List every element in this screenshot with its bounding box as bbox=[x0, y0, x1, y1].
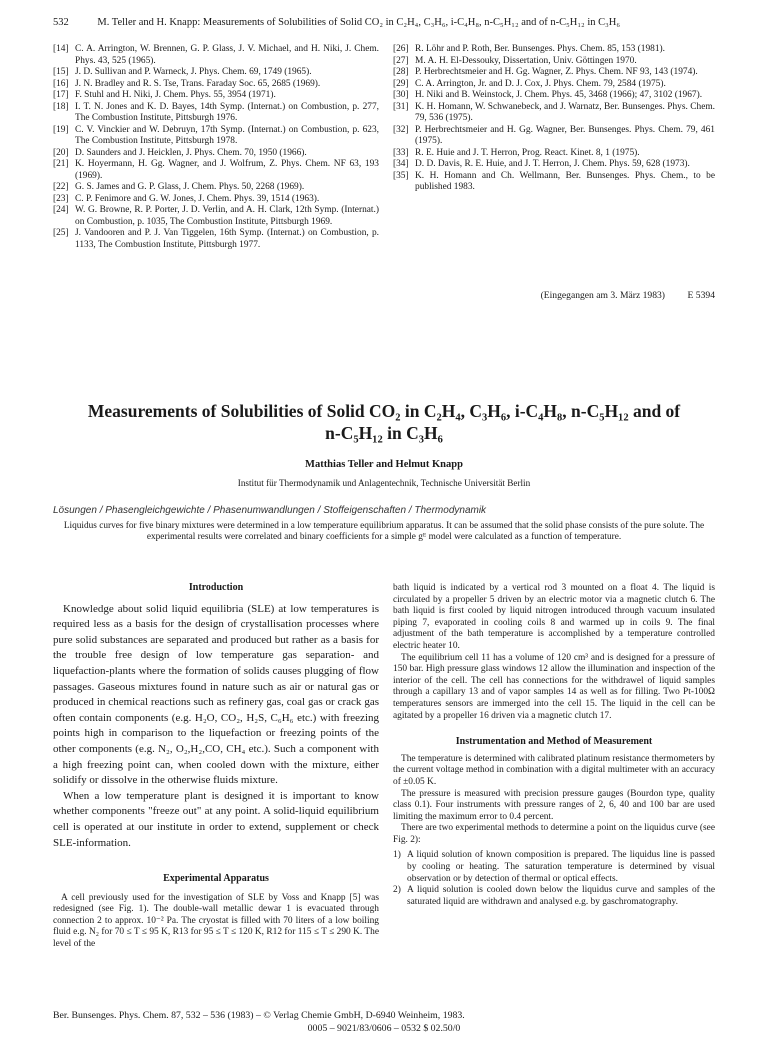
article-title-line-2: n-C₅H₁₂ in C₃H₆ bbox=[325, 423, 443, 443]
method-list-text: A liquid solution is cooled down below the liquidus curve and samples of the saturated liquid are withdrawn and analysed e.g. by gaschromatography. bbox=[407, 885, 715, 907]
reference-item bbox=[53, 182, 379, 194]
introduction-body bbox=[53, 602, 379, 852]
reference-number: [33] bbox=[393, 147, 409, 158]
references-left-column bbox=[53, 44, 379, 251]
body-left-column bbox=[53, 582, 379, 951]
method-list-marker: 2) bbox=[393, 885, 401, 896]
references-right-column bbox=[393, 44, 715, 194]
reference-item bbox=[393, 56, 715, 68]
reference-item bbox=[393, 67, 715, 79]
experimental-paragraph-3: The equilibrium cell 11 has a volume of 120 cm³ and is designed for a pressure of 150 bar. High pressure glass windows 12 allow the illumination and inspection of the interior of the cell. The cell has connections for the withdrawel of liquid samples through a capillary 13 and of vapor samples 14 as well as for filling. Two Pt-100Ω temperatures sensors are immerged into the cell 15. The liquid in the cell can be agitated by a propeller 16 driven via a magnetic clutch 17. bbox=[393, 652, 715, 721]
reference-number: [29] bbox=[393, 78, 409, 89]
experimental-heading: Experimental Apparatus bbox=[163, 873, 269, 885]
reference-item bbox=[393, 171, 715, 194]
reference-item bbox=[393, 102, 715, 125]
reference-text: P. Herbrechtsmeier and H. Gg. Wagner, Ber. Bunsenges. Phys. Chem. 79, 461 (1975). bbox=[415, 124, 715, 146]
reference-item bbox=[53, 159, 379, 182]
reference-item bbox=[393, 159, 715, 171]
reference-text: G. S. James and G. P. Glass, J. Chem. Phys. 50, 2268 (1969). bbox=[75, 182, 305, 192]
reference-number: [35] bbox=[393, 170, 409, 181]
reference-text: J. N. Bradley and R. S. Tse, Trans. Faraday Soc. 65, 2685 (1969). bbox=[75, 78, 321, 89]
experimental-paragraph-2: bath liquid is indicated by a vertical rod 3 mounted on a float 4. The liquid is circulated by a propeller 5 driven by an electric motor via a magnetic clutch 6. The bath liquid is first cooled by liquid nitrogen introduced through vacuum insulated piping 7, evaporated in cooling coils 8 and warmed up in coils 9. The final adjustment of the bath temperature is accomplished by a temperature controlled electric heater 10. bbox=[393, 583, 715, 651]
reference-text: I. T. N. Jones and K. D. Bayes, 14th Symp. (Internat.) on Combustion, p. 277, The Combustion Institute, Pittsburgh 1976. bbox=[75, 101, 379, 123]
reference-text: K. H. Homann and Ch. Wellmann, Ber. Bunsenges. Phys. Chem., to be published 1983. bbox=[415, 170, 715, 192]
reference-item bbox=[53, 44, 379, 67]
method-list-marker: 1) bbox=[393, 850, 401, 861]
instrumentation-paragraph-2: The pressure is measured with precision pressure gauges (Bourdon type, quality class 0.1). Four instruments with pressure ranges of 2, 6, 40 and 100 bar are used limiting the maximum error to 0.4 percent. bbox=[393, 788, 715, 822]
article-title bbox=[40, 400, 728, 444]
introduction-heading: Introduction bbox=[188, 582, 244, 593]
manuscript-code: E 5394 bbox=[687, 290, 715, 301]
reference-number: [22] bbox=[53, 182, 69, 192]
page-number: 532 bbox=[53, 17, 69, 28]
introduction-paragraph-1: Knowledge about solid liquid equilibria (SLE) at low temperatures is required less as a basis for the design of crystallisation processes where pure solid substances are separated and produced but rather as a basis for the trouble free design of low temperature gas separation- and liquefaction-plants where the formation of solids causes plugging of flow passages. Gaseous mixtures found in nature such as air or natural gas or produced in chemical reactions such as refinery gas, coal gas or crack gas often contain components (e.g. H₂O, CO₂, H₂S, C₆H₆ etc.) with freezing points high in comparison to the liquefaction or freezing points of the other components (e.g. N₂, O₂,H₂,CO, CH₄ etc.). Such a component with a high freezing point can, when cooled down with the mixture, either solidify or dissolve in the otherwise fluids mixture. bbox=[53, 602, 379, 787]
reference-number: [30] bbox=[393, 90, 409, 100]
reference-text: C. A. Arrington, W. Brennen, G. P. Glass, J. V. Michael, and H. Niki, J. Chem. Phys. 43, 525 (1965). bbox=[75, 44, 379, 66]
reference-text: P. Herbrechtsmeier and H. Gg. Wagner, Z. Phys. Chem. NF 93, 143 (1974). bbox=[415, 67, 698, 77]
instrumentation-heading: Instrumentation and Method of Measurement bbox=[455, 736, 653, 748]
reference-text: J. D. Sullivan and P. Warneck, J. Phys. Chem. 69, 1749 (1965). bbox=[75, 67, 312, 77]
reference-number: [17] bbox=[53, 90, 69, 100]
reference-number: [16] bbox=[53, 78, 69, 89]
reference-item bbox=[53, 205, 379, 228]
reference-number: [25] bbox=[53, 228, 69, 238]
reference-item bbox=[393, 90, 715, 102]
reference-item bbox=[53, 194, 379, 206]
institute: Institut für Thermodynamik und Anlagentechnik, Technische Universität Berlin bbox=[237, 478, 531, 488]
reference-number: [23] bbox=[53, 193, 69, 204]
reference-text: D. Saunders and J. Heicklen, J. Phys. Chem. 70, 1950 (1966). bbox=[75, 147, 307, 158]
reference-number: [34] bbox=[393, 159, 409, 169]
reference-item bbox=[53, 90, 379, 102]
reference-item bbox=[393, 79, 715, 91]
reference-text: F. Stuhl and H. Niki, J. Chem. Phys. 55, 3954 (1971). bbox=[75, 90, 276, 100]
instrumentation-paragraph-1: The temperature is determined with calibrated platinum resistance thermometers by the current voltage method in combination with a digital multimeter with an accuracy of ±0.05 K. bbox=[393, 753, 715, 787]
experimental-paragraph-1: A cell previously used for the investigation of SLE by Voss and Knapp [5] was redesigned (see Fig. 1). The double-wall metallic dewar 1 is evacuated through connection 2 to approx. 10⁻² Pa. The cryostat is filled with 70 liters of a low boiling fluid e.g. N₂ for 70 ≤ T ≤ 95 K, R13 for 95 ≤ T ≤ 120 K, R12 for 115 ≤ T ≤ 290 K. The level of the bbox=[53, 892, 379, 950]
reference-text: C. A. Arrington, Jr. and D. J. Cox, J. Phys. Chem. 79, 2584 (1975). bbox=[415, 78, 666, 89]
footer-citation: Ber. Bunsenges. Phys. Chem. 87, 532 – 536 (1983) – © Verlag Chemie GmbH, D-6940 Weinheim, 1983. bbox=[53, 1010, 465, 1021]
reference-item bbox=[393, 125, 715, 148]
reference-text: C. P. Fenimore and G. W. Jones, J. Chem. Phys. 39, 1514 (1963). bbox=[75, 193, 320, 204]
reference-text: K. Hoyermann, H. Gg. Wagner, and J. Wolfrum, Z. Phys. Chem. NF 63, 193 (1969). bbox=[75, 159, 379, 181]
reference-text: D. D. Davis, R. E. Huie, and J. T. Herron, J. Chem. Phys. 59, 628 (1973). bbox=[415, 159, 690, 169]
reference-item bbox=[53, 67, 379, 79]
reference-number: [20] bbox=[53, 147, 69, 158]
reference-number: [14] bbox=[53, 44, 69, 54]
running-title: M. Teller and H. Knapp: Measurements of Solubilities of Solid CO₂ in C₂H₄, C₃H₆, i-C₄H₈, n-C₅H₁₂ and of n-C₅H₁₂ in C₃H₆ bbox=[97, 17, 621, 28]
reference-number: [18] bbox=[53, 101, 69, 112]
reference-text: M. A. H. El-Dessouky, Dissertation, Univ. Göttingen 1970. bbox=[415, 55, 637, 66]
reference-item bbox=[53, 148, 379, 160]
instrumentation-paragraph-3: There are two experimental methods to determine a point on the liquidus curve (see Fig. 2): bbox=[393, 823, 715, 845]
reference-text: K. H. Homann, W. Schwanebeck, and J. Warnatz, Ber. Bunsenges. Phys. Chem. 79, 536 (1975). bbox=[415, 101, 715, 123]
reference-item bbox=[53, 228, 379, 251]
abstract: Liquidus curves for five binary mixtures were determined in a low temperature equilibrium apparatus. It can be assumed that the solid phase consists of the pure solute. The experimental results were correlated and binary coefficients for a simple gᴱ model were calculated as a function of temperature. bbox=[63, 521, 705, 542]
reference-number: [24] bbox=[53, 205, 69, 215]
reference-number: [19] bbox=[53, 124, 69, 135]
page-footer bbox=[53, 1009, 715, 1035]
footer-issn: 0005 – 9021/83/0606 – 0532 $ 02.50/0 bbox=[307, 1023, 461, 1034]
keywords: Lösungen / Phasengleichgewichte / Phasenumwandlungen / Stoffeigenschaften / Thermodynamik bbox=[53, 505, 487, 516]
body-right-column bbox=[393, 583, 715, 908]
reference-number: [15] bbox=[53, 67, 69, 77]
reference-number: [27] bbox=[393, 55, 409, 66]
reference-text: W. G. Browne, R. P. Porter, J. D. Verlin, and A. H. Clark, 12th Symp. (Internat.) on Combustion, p. 1035, The Combustion Institute, Pittsburgh 1969. bbox=[75, 205, 379, 227]
reference-number: [26] bbox=[393, 44, 409, 54]
reference-number: [28] bbox=[393, 67, 409, 77]
reference-text: R. Löhr and P. Roth, Ber. Bunsenges. Phys. Chem. 85, 153 (1981). bbox=[415, 44, 665, 54]
reference-item bbox=[393, 148, 715, 160]
reference-item bbox=[53, 102, 379, 125]
reference-number: [32] bbox=[393, 124, 409, 135]
reference-number: [21] bbox=[53, 159, 69, 169]
method-list bbox=[393, 850, 715, 908]
article-title-line-1: Measurements of Solubilities of Solid CO₂ in C₂H₄, C₃H₆, i-C₄H₈, n-C₅H₁₂ and of bbox=[87, 401, 681, 421]
method-list-item bbox=[393, 850, 715, 885]
reference-item bbox=[393, 44, 715, 56]
reference-text: R. E. Huie and J. T. Herron, Prog. React. Kinet. 8, 1 (1975). bbox=[415, 147, 640, 158]
method-list-text: A liquid solution of known composition is prepared. The liquidus line is passed by cooling or heating. The saturation temperature is determined by visual observation or by detection of thermal or optical effects. bbox=[407, 850, 715, 884]
reference-number: [31] bbox=[393, 101, 409, 112]
method-list-item bbox=[393, 885, 715, 908]
reference-text: H. Niki and B. Weinstock, J. Chem. Phys. 45, 3468 (1966); 47, 3102 (1967). bbox=[415, 90, 703, 100]
received-date: (Eingegangen am 3. März 1983) bbox=[540, 290, 665, 301]
reference-item bbox=[53, 79, 379, 91]
reference-item bbox=[53, 125, 379, 148]
running-head bbox=[53, 17, 708, 28]
introduction-paragraph-2: When a low temperature plant is designed it is important to know whether components "freeze out" at any point. A solid-liquid equilibrium cell is operated at our institute in order to extend, supplement or check SLE-information. bbox=[53, 789, 379, 849]
authors: Matthias Teller and Helmut Knapp bbox=[305, 459, 463, 470]
reference-text: J. Vandooren and P. J. Van Tiggelen, 16th Symp. (Internat.) on Combustion, p. 1133, The Combustion Institute, Pittsburgh 1977. bbox=[75, 228, 379, 250]
reference-text: C. V. Vinckier and W. Debruyn, 17th Symp. (Internat.) on Combustion, p. 623, The Combustion Institute, Pittsburgh 1978. bbox=[75, 124, 379, 146]
